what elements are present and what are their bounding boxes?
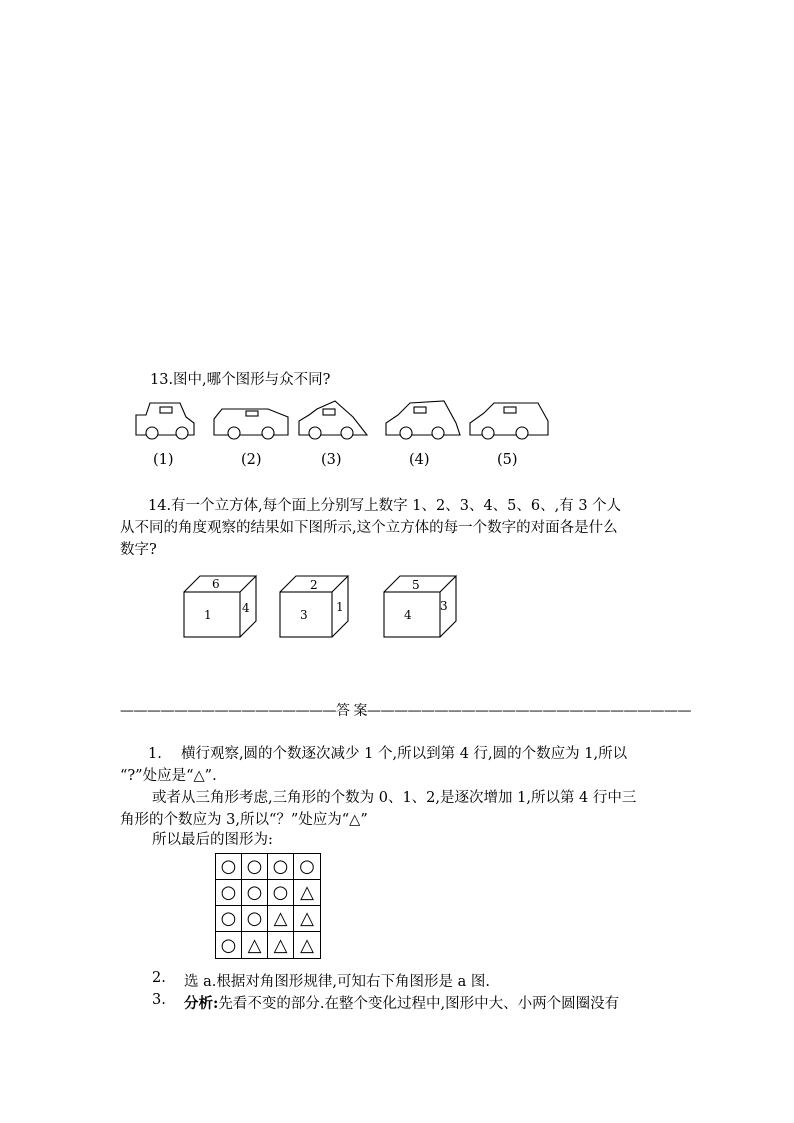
grid-cell: △: [242, 932, 268, 958]
answer-3-line: [184, 992, 619, 1013]
grid-cell: ○: [216, 854, 242, 880]
answer-3-number: 3.: [152, 992, 166, 1008]
grid-cell: ○: [268, 880, 294, 906]
cube-3-top: 5: [412, 578, 420, 592]
grid-cell: △: [268, 932, 294, 958]
q14-cubes: [180, 572, 460, 638]
answer-3-text: 先看不变的部分.在整个变化过程中,图形中大、小两个圆圈没有: [218, 996, 620, 1012]
car-label-5: (5): [497, 452, 518, 468]
car-3-icon: [299, 401, 367, 439]
cube-1-front: 1: [204, 608, 212, 622]
grid-cell: ○: [242, 906, 268, 932]
cube-2-top: 2: [310, 578, 318, 592]
cube-1-top: 6: [212, 577, 220, 591]
q14-line-3: 数字?: [120, 542, 157, 558]
grid-cell: ○: [216, 880, 242, 906]
grid-cell: ○: [216, 906, 242, 932]
cube-1-side: 4: [242, 601, 250, 615]
car-1-icon: [136, 403, 194, 439]
car-4-icon: [386, 401, 460, 439]
grid-cell: △: [268, 906, 294, 932]
cube-2-side: 1: [336, 600, 344, 614]
car-2-icon: [214, 409, 288, 439]
grid-cell: △: [294, 906, 320, 932]
answer-2-text: 选 a.根据对角图形规律,可知右下角图形是 a 图.: [184, 974, 490, 990]
grid-cell: ○: [294, 854, 320, 880]
answer-1-line-3: 或者从三角形考虑,三角形的个数为 0、1、2,是逐次增加 1,所以第 4 行中三: [152, 790, 637, 806]
q14-line-2: 从不同的角度观察的结果如下图所示,这个立方体的每一个数字的对面各是什么: [120, 520, 618, 536]
grid-cell: ○: [242, 880, 268, 906]
answer-3-bold-label: 分析:: [184, 995, 219, 1012]
car-label-2: (2): [241, 452, 262, 468]
grid-cell: △: [300, 934, 314, 956]
car-5-icon: [470, 403, 548, 439]
answer-1-line-2: “?”处应是“△”.: [120, 768, 217, 784]
answer-shape-grid: [215, 853, 321, 959]
car-label-1: (1): [153, 452, 174, 468]
q14-line-1: 14.有一个立方体,每个面上分别写上数字 1、2、3、4、5、6、,有 3 个人: [148, 498, 622, 514]
cube-3-front: 4: [404, 608, 412, 622]
answer-1-line-1: 1. 横行观察,圆的个数逐次减少 1 个,所以到第 4 行,圆的个数应为 1,所以: [148, 746, 628, 762]
grid-cell: ○: [268, 854, 294, 880]
q13-car-figures: [130, 395, 560, 445]
car-label-3: (3): [321, 452, 342, 468]
grid-cell: ○: [216, 932, 242, 958]
grid-cell: ○: [242, 854, 268, 880]
answer-2-number: 2.: [152, 970, 166, 986]
answer-divider: ————————————————答 案————————————————————————: [120, 703, 691, 719]
answer-1-line-4: 角形的个数应为 3,所以“？”处应为“△”: [120, 812, 368, 828]
grid-cell: △: [294, 880, 320, 906]
answer-1-line-5: 所以最后的图形为:: [152, 832, 273, 848]
q13-title: 13.图中,哪个图形与众不同?: [150, 372, 331, 388]
cube-2-front: 3: [300, 608, 308, 622]
cube-3-side: 3: [440, 599, 448, 613]
car-label-4: (4): [409, 452, 430, 468]
